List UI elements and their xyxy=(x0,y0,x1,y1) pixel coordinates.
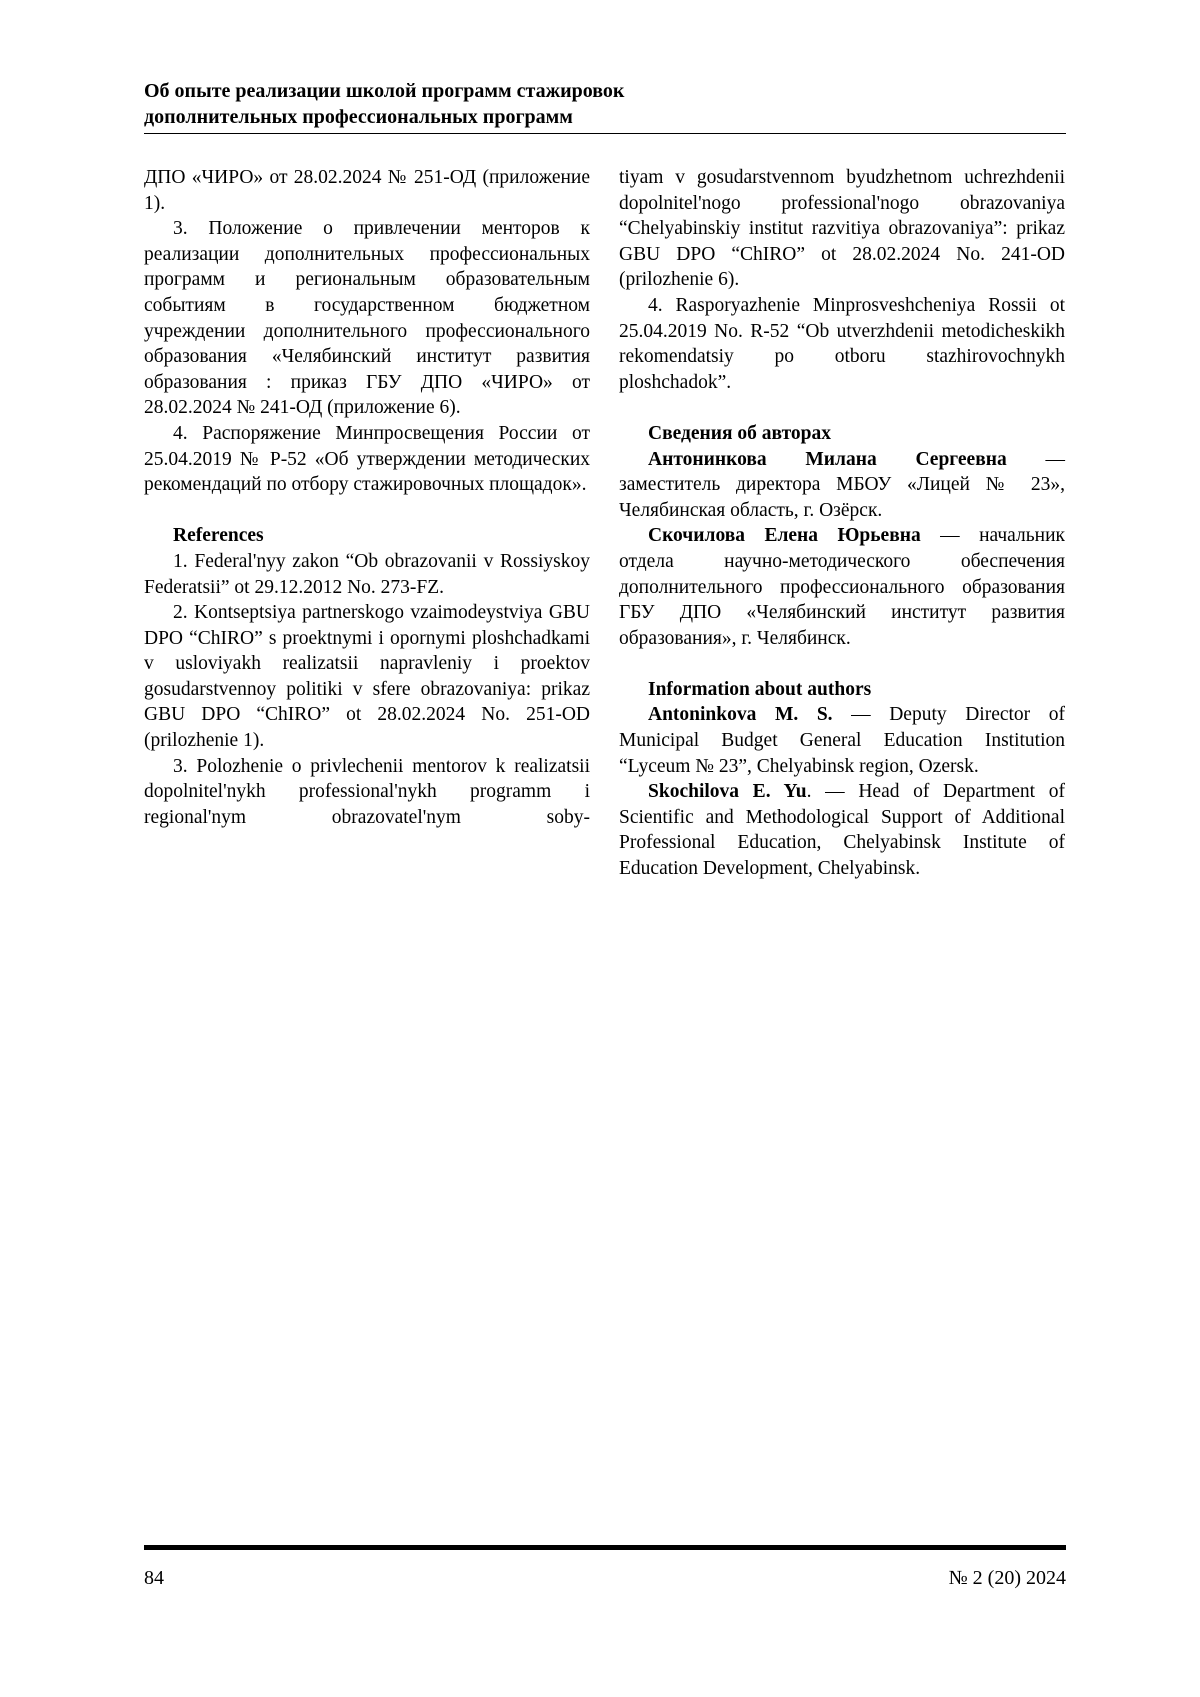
issue-number: № 2 (20) 2024 xyxy=(949,1566,1066,1590)
header-title-line-2: дополнительных профессиональных программ xyxy=(144,104,1066,130)
page-number: 84 xyxy=(144,1566,164,1590)
author-1-en xyxy=(619,702,1065,779)
ru-reference-2-continued: ДПО «ЧИРО» от 28.02.2024 № 251-ОД (приложение 1). xyxy=(144,165,590,216)
author-1-ru xyxy=(619,447,1065,524)
author-2-en xyxy=(619,779,1065,881)
ru-reference-3: 3. Положение о привлечении менторов к реализации дополнительных профессиональных программ и региональным образовательным событиям в государственном бюджетном учреждении дополнительного профессионального образования «Челябинский институт развития образования : приказ ГБУ ДПО «ЧИРО» от 28.02.2024 № 241-ОД (приложение 6). xyxy=(144,216,590,421)
author-2-ru xyxy=(619,523,1065,651)
author-2-en-name: Skochilova E. Yu xyxy=(648,781,807,802)
header-title-line-1: Об опыте реализации школой программ стажировок xyxy=(144,78,1066,104)
authors-ru-heading: Сведения об авторах xyxy=(619,421,1065,447)
right-column xyxy=(619,165,1065,882)
spacer xyxy=(619,395,1065,421)
en-reference-4: 4. Rasporyazhenie Minprosveshcheniya Rossii ot 25.04.2019 No. R-52 “Ob utverzhdenii metodicheskikh rekomendatsiy po otboru stazhirovochnykh ploshchadok”. xyxy=(619,293,1065,395)
ru-reference-4: 4. Распоряжение Минпросвещения России от 25.04.2019 № Р-52 «Об утверждении методических рекомендаций по отбору стажировочных площадок». xyxy=(144,421,590,498)
left-column xyxy=(144,165,590,830)
footer-rule xyxy=(144,1545,1066,1550)
running-header xyxy=(144,78,1066,134)
authors-en-heading: Information about authors xyxy=(619,677,1065,703)
spacer xyxy=(144,498,590,524)
author-1-en-description: — Deputy Director of Municipal Budget General Education Institution “Lyceum № 23”, Chelyabinsk region, Ozersk. xyxy=(619,704,1065,776)
author-2-en-description: . — Head of Department of Scientific and Methodological Support of Additional Professional Education, Chelyabinsk Institute of Education Development, Chelyabinsk. xyxy=(619,781,1065,879)
en-reference-3-continued: tiyam v gosudarstvennom byudzhetnom uchrezhdenii dopolnitel'nogo professional'nogo obrazovaniya “Chelyabinskiy institut razvitiya obrazovaniya”: prikaz GBU DPO “ChIRO” ot 28.02.2024 No. 241-OD (prilozhenie 6). xyxy=(619,165,1065,293)
author-1-ru-description: — заместитель директора МБОУ «Лицей № 23», Челябинская область, г. Озёрск. xyxy=(619,449,1065,521)
en-reference-3-start: 3. Polozhenie o privlechenii mentorov k realizatsii dopolnitel'nykh professional'nykh programm i regional'nym obrazovatel'nym soby- xyxy=(144,754,590,831)
references-heading: References xyxy=(144,523,590,549)
author-1-en-name: Antoninkova M. S. xyxy=(648,704,833,725)
en-reference-1: 1. Federal'nyy zakon “Ob obrazovanii v Rossiyskoy Federatsii” ot 29.12.2012 No. 273-FZ. xyxy=(144,549,590,600)
spacer xyxy=(619,651,1065,677)
author-2-ru-name: Скочилова Елена Юрьевна xyxy=(648,525,921,546)
author-2-ru-description: — начальник отдела научно-методического обеспечения дополнительного профессионального образования ГБУ ДПО «Челябинский институт развития образования», г. Челябинск. xyxy=(619,525,1065,648)
en-reference-2: 2. Kontseptsiya partnerskogo vzaimodeystviya GBU DPO “ChIRO” s proektnymi i opornymi ploshchadkami v usloviyakh realizatsii napravleniy i proektov gosudarstvennoy politiki v sfere obrazovaniya: prikaz GBU DPO “ChIRO” ot 28.02.2024 No. 251-OD (prilozhenie 1). xyxy=(144,600,590,754)
author-1-ru-name: Антонинкова Милана Сергеевна xyxy=(648,449,1007,470)
